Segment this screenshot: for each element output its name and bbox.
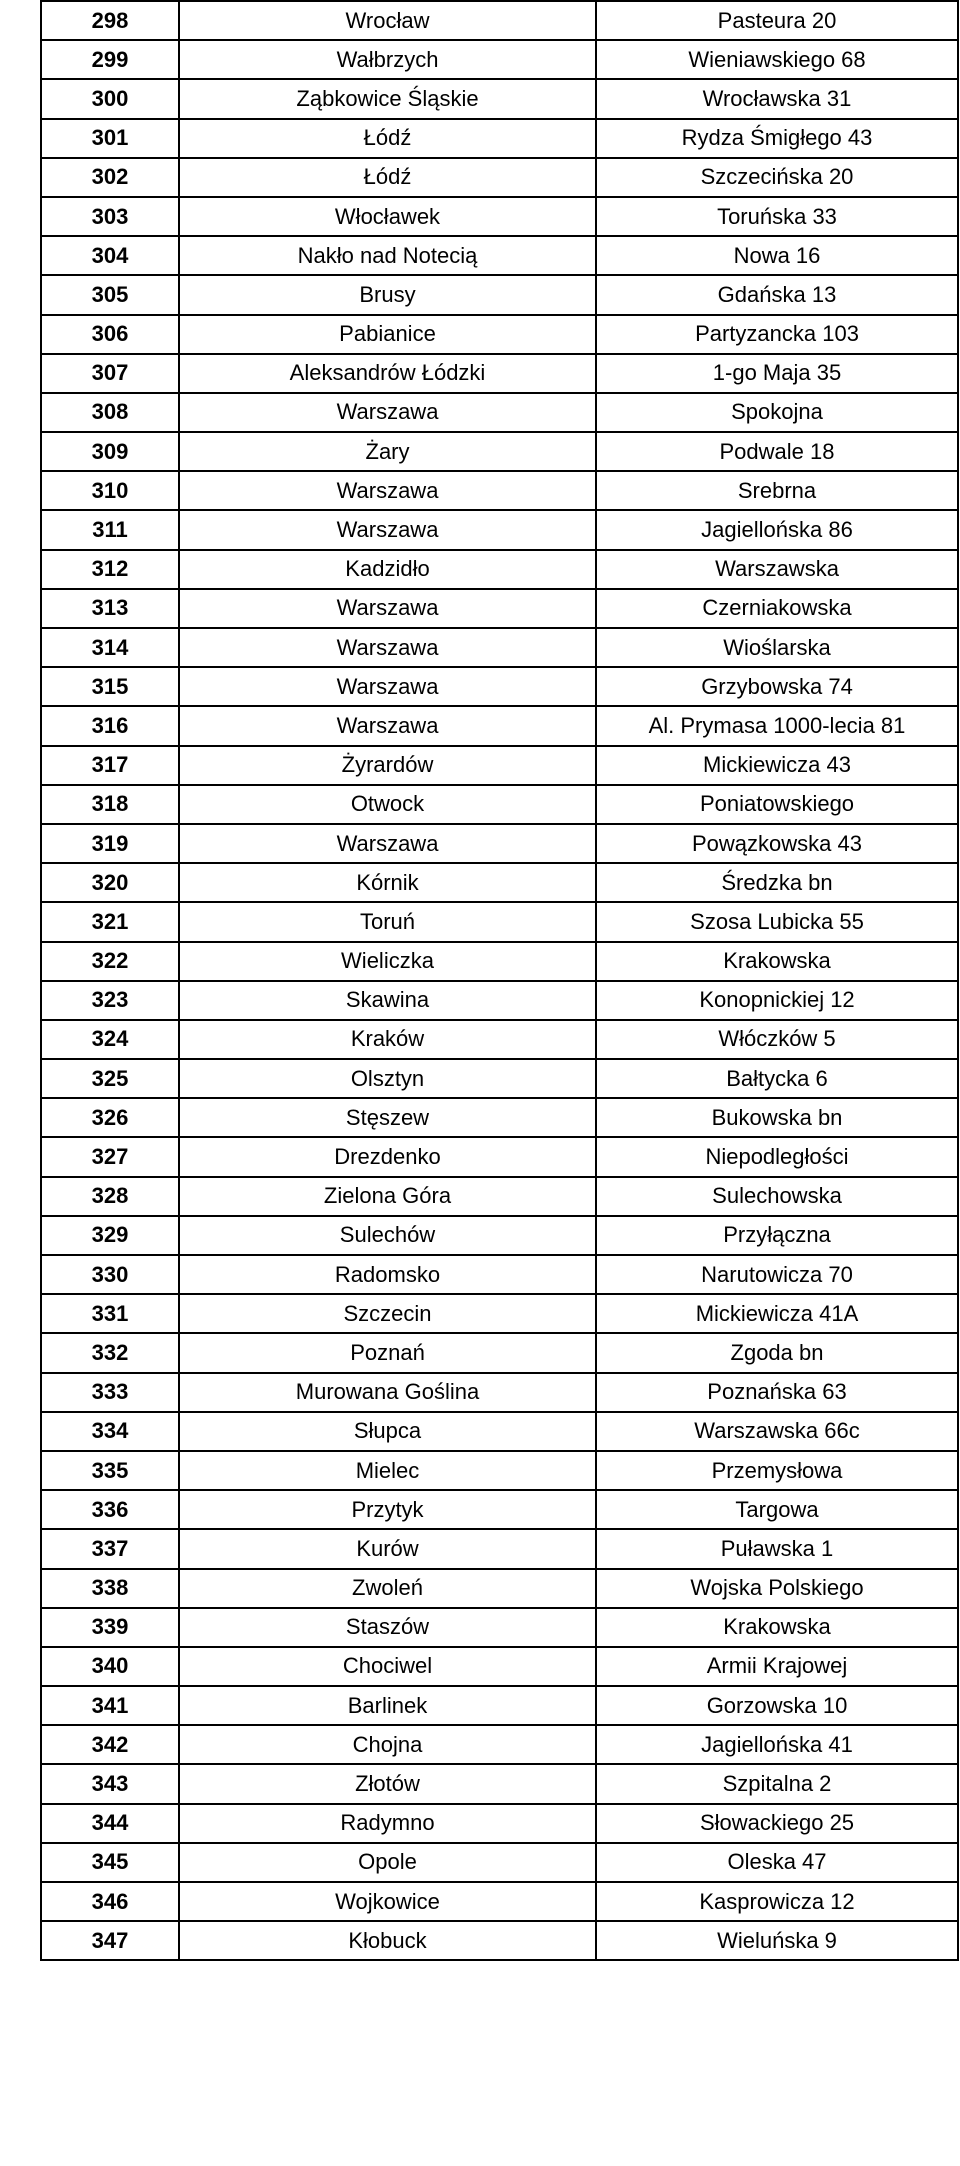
city-cell: Murowana Goślina [179,1373,596,1412]
street-cell: Podwale 18 [596,432,958,471]
street-cell: Przemysłowa [596,1451,958,1490]
street-cell: Bukowska bn [596,1098,958,1137]
row-number: 346 [41,1882,179,1921]
street-cell: Toruńska 33 [596,197,958,236]
city-cell: Kraków [179,1020,596,1059]
table-row [41,432,958,471]
table-row [41,1177,958,1216]
row-number: 345 [41,1843,179,1882]
row-number: 306 [41,315,179,354]
street-cell: Zgoda bn [596,1333,958,1372]
city-cell: Staszów [179,1608,596,1647]
table-row [41,1764,958,1803]
table-row [41,1294,958,1333]
row-number: 324 [41,1020,179,1059]
row-number: 339 [41,1608,179,1647]
row-number: 340 [41,1647,179,1686]
row-number: 344 [41,1804,179,1843]
row-number: 312 [41,550,179,589]
street-cell: Targowa [596,1490,958,1529]
row-number: 332 [41,1333,179,1372]
street-cell: Krakowska [596,1608,958,1647]
street-cell: Sulechowska [596,1177,958,1216]
row-number: 321 [41,902,179,941]
table-row [41,1,958,40]
row-number: 301 [41,119,179,158]
street-cell: Srebrna [596,471,958,510]
table-row [41,550,958,589]
row-number: 320 [41,863,179,902]
city-cell: Poznań [179,1333,596,1372]
city-cell: Radymno [179,1804,596,1843]
table-row [41,942,958,981]
table-row [41,824,958,863]
table-row [41,1255,958,1294]
table-row [41,667,958,706]
row-number: 315 [41,667,179,706]
row-number: 328 [41,1177,179,1216]
table-row [41,1216,958,1255]
city-cell: Otwock [179,785,596,824]
table-row [41,236,958,275]
street-cell: Konopnickiej 12 [596,981,958,1020]
row-number: 303 [41,197,179,236]
street-cell: Pasteura 20 [596,1,958,40]
street-cell: Partyzancka 103 [596,315,958,354]
table-row [41,1686,958,1725]
street-cell: Niepodległości [596,1137,958,1176]
street-cell: Rydza Śmigłego 43 [596,119,958,158]
city-cell: Sulechów [179,1216,596,1255]
city-cell: Toruń [179,902,596,941]
row-number: 299 [41,40,179,79]
row-number: 307 [41,354,179,393]
city-cell: Barlinek [179,1686,596,1725]
street-cell: Warszawska 66c [596,1412,958,1451]
city-cell: Przytyk [179,1490,596,1529]
city-cell: Zwoleń [179,1569,596,1608]
row-number: 331 [41,1294,179,1333]
table-row [41,119,958,158]
row-number: 343 [41,1764,179,1803]
street-cell: Oleska 47 [596,1843,958,1882]
city-cell: Słupca [179,1412,596,1451]
street-cell: Armii Krajowej [596,1647,958,1686]
city-cell: Warszawa [179,628,596,667]
street-cell: Gdańska 13 [596,275,958,314]
row-number: 325 [41,1059,179,1098]
city-cell: Warszawa [179,393,596,432]
table-row [41,863,958,902]
table-row [41,354,958,393]
city-cell: Wieliczka [179,942,596,981]
city-cell: Olsztyn [179,1059,596,1098]
table-row [41,393,958,432]
street-cell: Mickiewicza 41A [596,1294,958,1333]
city-cell: Chojna [179,1725,596,1764]
street-cell: Mickiewicza 43 [596,746,958,785]
table-row [41,275,958,314]
table-row [41,981,958,1020]
street-cell: Jagiellońska 41 [596,1725,958,1764]
row-number: 322 [41,942,179,981]
table-row [41,158,958,197]
city-cell: Żyrardów [179,746,596,785]
city-cell: Warszawa [179,667,596,706]
street-cell: Wioślarska [596,628,958,667]
row-number: 347 [41,1921,179,1960]
street-cell: Grzybowska 74 [596,667,958,706]
row-number: 337 [41,1529,179,1568]
table-row [41,746,958,785]
street-cell: Krakowska [596,942,958,981]
row-number: 318 [41,785,179,824]
city-cell: Zielona Góra [179,1177,596,1216]
table-row [41,40,958,79]
city-cell: Warszawa [179,471,596,510]
table-row [41,315,958,354]
street-cell: Słowackiego 25 [596,1804,958,1843]
table-row [41,628,958,667]
table-row [41,785,958,824]
table-row [41,1490,958,1529]
street-cell: Przyłączna [596,1216,958,1255]
city-cell: Chociwel [179,1647,596,1686]
table-row [41,1921,958,1960]
table-row [41,1451,958,1490]
city-cell: Złotów [179,1764,596,1803]
street-cell: Jagiellońska 86 [596,510,958,549]
city-cell: Opole [179,1843,596,1882]
row-number: 317 [41,746,179,785]
street-cell: 1-go Maja 35 [596,354,958,393]
street-cell: Nowa 16 [596,236,958,275]
table-row [41,1020,958,1059]
street-cell: Wieluńska 9 [596,1921,958,1960]
city-cell: Szczecin [179,1294,596,1333]
row-number: 314 [41,628,179,667]
city-cell: Kurów [179,1529,596,1568]
city-cell: Warszawa [179,824,596,863]
table-row [41,902,958,941]
table-row [41,1373,958,1412]
locations-table-body [41,1,958,1960]
row-number: 336 [41,1490,179,1529]
table-row [41,1804,958,1843]
street-cell: Włóczków 5 [596,1020,958,1059]
city-cell: Mielec [179,1451,596,1490]
table-row [41,471,958,510]
row-number: 330 [41,1255,179,1294]
street-cell: Warszawska [596,550,958,589]
city-cell: Warszawa [179,510,596,549]
city-cell: Warszawa [179,706,596,745]
city-cell: Skawina [179,981,596,1020]
table-row [41,1608,958,1647]
row-number: 309 [41,432,179,471]
row-number: 319 [41,824,179,863]
row-number: 338 [41,1569,179,1608]
table-row [41,1137,958,1176]
row-number: 323 [41,981,179,1020]
street-cell: Poznańska 63 [596,1373,958,1412]
row-number: 326 [41,1098,179,1137]
street-cell: Wrocławska 31 [596,79,958,118]
city-cell: Wojkowice [179,1882,596,1921]
row-number: 313 [41,589,179,628]
city-cell: Ząbkowice Śląskie [179,79,596,118]
table-row [41,589,958,628]
table-row [41,1569,958,1608]
city-cell: Wałbrzych [179,40,596,79]
city-cell: Warszawa [179,589,596,628]
street-cell: Al. Prymasa 1000-lecia 81 [596,706,958,745]
city-cell: Łódź [179,158,596,197]
street-cell: Wojska Polskiego [596,1569,958,1608]
table-row [41,1647,958,1686]
city-cell: Łódź [179,119,596,158]
street-cell: Powązkowska 43 [596,824,958,863]
table-row [41,1725,958,1764]
row-number: 302 [41,158,179,197]
table-row [41,1059,958,1098]
table-row [41,1412,958,1451]
table-row [41,197,958,236]
city-cell: Nakło nad Notecią [179,236,596,275]
row-number: 298 [41,1,179,40]
street-cell: Poniatowskiego [596,785,958,824]
row-number: 300 [41,79,179,118]
table-row [41,1529,958,1568]
row-number: 311 [41,510,179,549]
city-cell: Radomsko [179,1255,596,1294]
city-cell: Włocławek [179,197,596,236]
city-cell: Drezdenko [179,1137,596,1176]
table-row [41,1098,958,1137]
city-cell: Stęszew [179,1098,596,1137]
table-row [41,1882,958,1921]
row-number: 308 [41,393,179,432]
street-cell: Gorzowska 10 [596,1686,958,1725]
city-cell: Brusy [179,275,596,314]
city-cell: Kórnik [179,863,596,902]
city-cell: Żary [179,432,596,471]
table-row [41,510,958,549]
row-number: 305 [41,275,179,314]
row-number: 327 [41,1137,179,1176]
row-number: 334 [41,1412,179,1451]
row-number: 333 [41,1373,179,1412]
street-cell: Szczecińska 20 [596,158,958,197]
city-cell: Aleksandrów Łódzki [179,354,596,393]
row-number: 304 [41,236,179,275]
street-cell: Czerniakowska [596,589,958,628]
table-row [41,79,958,118]
street-cell: Puławska 1 [596,1529,958,1568]
street-cell: Wieniawskiego 68 [596,40,958,79]
street-cell: Bałtycka 6 [596,1059,958,1098]
city-cell: Wrocław [179,1,596,40]
street-cell: Kasprowicza 12 [596,1882,958,1921]
city-cell: Pabianice [179,315,596,354]
locations-table [40,0,959,1961]
row-number: 341 [41,1686,179,1725]
row-number: 335 [41,1451,179,1490]
street-cell: Spokojna [596,393,958,432]
street-cell: Szpitalna 2 [596,1764,958,1803]
street-cell: Narutowicza 70 [596,1255,958,1294]
row-number: 329 [41,1216,179,1255]
street-cell: Średzka bn [596,863,958,902]
row-number: 342 [41,1725,179,1764]
city-cell: Kadzidło [179,550,596,589]
city-cell: Kłobuck [179,1921,596,1960]
table-row [41,1333,958,1372]
table-row [41,1843,958,1882]
street-cell: Szosa Lubicka 55 [596,902,958,941]
row-number: 316 [41,706,179,745]
table-row [41,706,958,745]
row-number: 310 [41,471,179,510]
